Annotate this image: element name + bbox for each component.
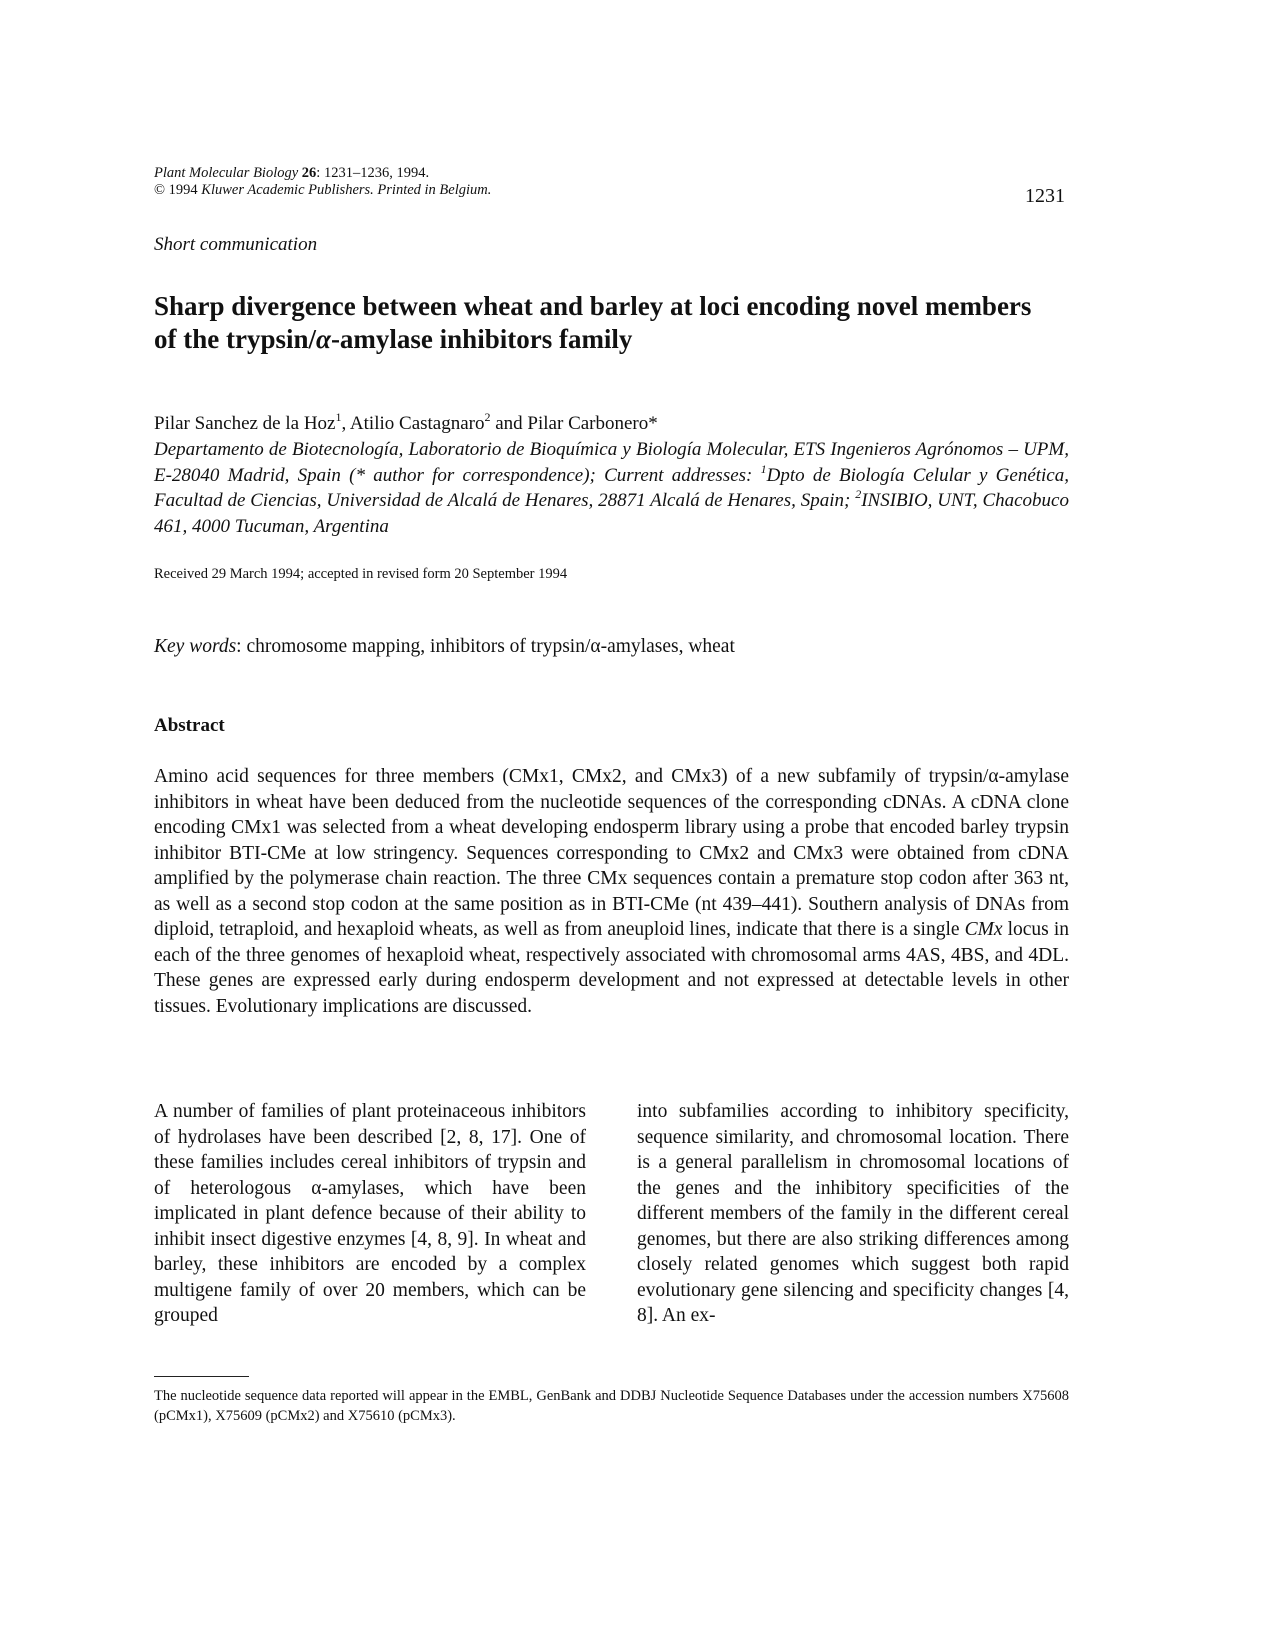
article-title: [154, 290, 1054, 356]
author-1-affil-mark: 1: [335, 410, 342, 424]
title-greek-alpha: α: [316, 324, 331, 354]
affiliation-mark-2: 2: [855, 487, 862, 501]
publisher: Kluwer Academic Publishers. Printed in Belgium.: [201, 182, 492, 198]
affiliation-mark-1: 1: [760, 461, 767, 476]
journal-citation: [154, 165, 429, 182]
body-right-column: into subfamilies according to inhibitory specificity, sequence similarity, and chromosomal location. There is a general parallelism in chromosomal locations of the genes and the inhibitory specificities of the different members of the family in the different cereal genomes, but there are also striking differences among closely related genomes which suggest both rapid evolutionary gene silencing and specificity changes [4, 8]. An ex-: [637, 1101, 1069, 1326]
keywords: [154, 636, 735, 658]
author-3: and Pilar Carbonero*: [490, 413, 658, 434]
journal-pages-year: : 1231–1236, 1994.: [316, 165, 430, 181]
copyright-prefix: © 1994: [154, 182, 202, 198]
abstract-heading: Abstract: [154, 715, 225, 736]
section-type: Short communication: [154, 234, 318, 255]
journal-name: Plant Molecular Biology: [154, 165, 299, 181]
affiliation-current-2: INSIBIO, UNT, Chacobuco 461, 4000 Tucuman, Argentina: [154, 490, 1069, 537]
affiliation-main: Departamento de Biotecnología, Laboratorio de Bioquímica y Biología Molecular, ETS Ingenieros Agrónomos – UPM, E-28040 Madrid, Spain (* author for correspondence); Current addresses:: [154, 439, 1069, 486]
abstract-locus-name: CMx: [964, 919, 1003, 940]
footnote: The nucleotide sequence data reported will appear in the EMBL, GenBank and DDBJ Nucleotide Sequence Databases under the accession numbers X75608 (pCMx1), X75609 (pCMx2) and X75610 (pCMx3).: [154, 1388, 1069, 1424]
received-dates: Received 29 March 1994; accepted in revised form 20 September 1994: [154, 566, 568, 582]
page-number: 1231: [1025, 185, 1065, 207]
author-2: , Atilio Castagnaro: [341, 413, 485, 434]
title-part-2: -amylase inhibitors family: [330, 324, 633, 354]
journal-volume: 26: [301, 165, 317, 181]
abstract-body: [154, 764, 1069, 1019]
affiliation: [154, 437, 1069, 539]
abstract-part-1: Amino acid sequences for three members (CMx1, CMx2, and CMx3) of a new subfamily of trypsin/α-amylase inhibitors in wheat have been deduced from the nucleotide sequences of the corresponding cDNAs. A cDNA clone encoding CMx1 was selected from a wheat developing endosperm library using a probe that encoded barley trypsin inhibitor BTI-CMe at low stringency. Sequences corresponding to CMx2 and CMx3 were obtained from cDNA amplified by the polymerase chain reaction. The three CMx sequences contain a premature stop codon after 363 nt, as well as a second stop codon at the same position as in BTI-CMe (nt 439–441). Southern analysis of DNAs from diploid, tetraploid, and hexaploid wheats, as well as from aneuploid lines, indicate that there is a single: [154, 766, 1069, 940]
author-list: [154, 410, 658, 435]
copyright-line: [154, 182, 491, 199]
keywords-text: : chromosome mapping, inhibitors of trypsin/α-amylases, wheat: [236, 636, 735, 657]
keywords-label: Key words: [154, 636, 237, 657]
affiliation-current-1: Dpto de Biología Celular y Genética, Facultad de Ciencias, Universidad de Alcalá de Henares, 28871 Alcalá de Henares, Spain;: [154, 464, 1069, 511]
author-2-affil-mark: 2: [484, 410, 491, 424]
author-1: Pilar Sanchez de la Hoz: [154, 413, 336, 434]
title-part-1: Sharp divergence between wheat and barley at loci encoding novel members of the trypsin/: [154, 291, 1032, 354]
body-left-column: A number of families of plant proteinaceous inhibitors of hydrolases have been described [2, 8, 17]. One of these families includes cereal inhibitors of trypsin and of heterologous α-amylases, which have been implicated in plant defence because of their ability to inhibit insect digestive enzymes [4, 8, 9]. In wheat and barley, these inhibitors are encoded by a complex multigene family of over 20 members, which can be grouped: [154, 1101, 586, 1326]
footnote-rule: [154, 1376, 249, 1377]
abstract-part-2: locus in each of the three genomes of hexaploid wheat, respectively associated with chromosomal arms 4AS, 4BS, and 4DL. These genes are expressed early during endosperm development and not expressed at detectable levels in other tissues. Evolutionary implications are discussed.: [154, 919, 1069, 1017]
